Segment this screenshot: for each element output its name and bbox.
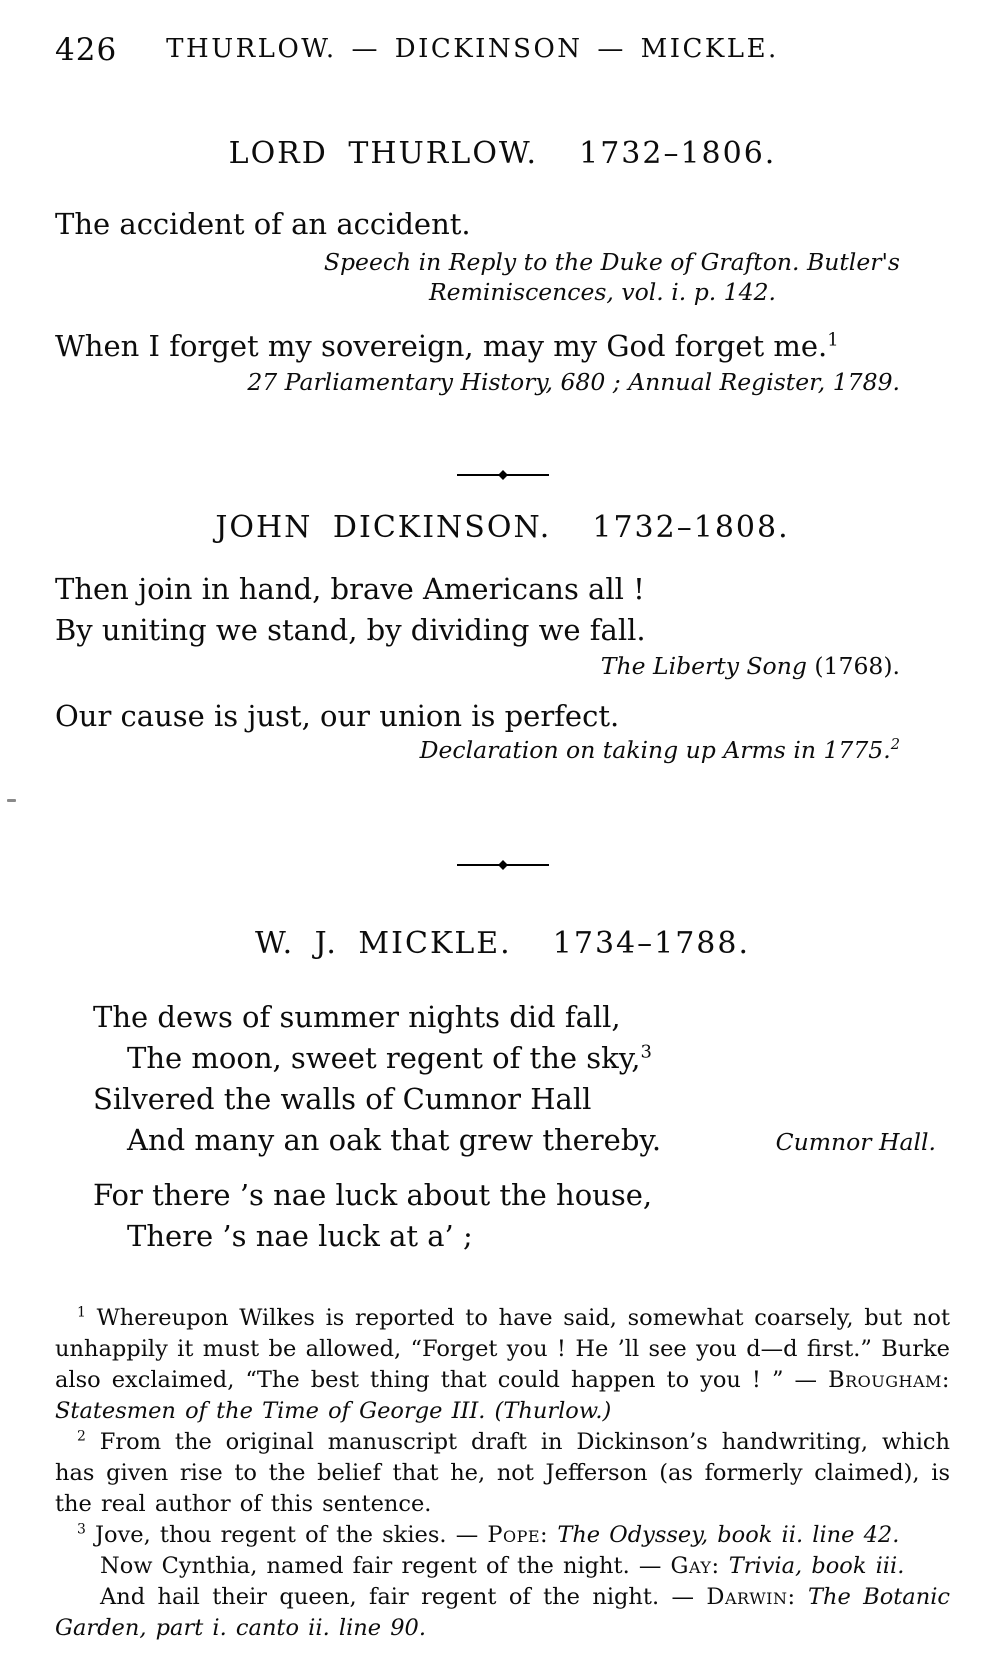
footnote-3-line-2 [55,1551,950,1582]
divider-diamond-icon [498,470,508,480]
thurlow-citation-2: 27 Parliamentary History, 680 ; Annual Register, 1789. [247,368,900,396]
citation-text: Declaration on taking up Arms in 1775. [419,736,891,764]
verse-line: For there ’s nae luck about the house, [93,1178,653,1212]
footnote-ref-2: 2 [890,736,900,754]
verse-line: Silvered the walls of Cumnor Hall [93,1082,592,1116]
citation-line: Speech in Reply to the Duke of Grafton. Butler's [323,248,900,276]
footnote-work: The Odyssey, book ii. line 42. [557,1522,900,1548]
verse-text: The moon, sweet regent of the sky, [127,1041,641,1075]
footnote-work: The Botanic Garden, part i. canto ii. line 90. [55,1584,950,1641]
footnote-author: Gay: [670,1553,720,1579]
footnote-3 [55,1520,950,1644]
verse-text: And many an oak that grew thereby. [127,1123,662,1157]
footnote-ref-3: 3 [640,1041,652,1063]
footnote-author: Pope: [487,1522,549,1548]
section-heading-mickle: W. J. MICKLE. 1734–1788. [254,926,751,961]
verse-line-with-citation [93,1120,950,1161]
footnote-text: Whereupon Wilkes is reported to have said, somewhat coarsely, but not unhappily it must be allowed, “Forget you ! He ’ll see you d—d first.” Burke also exclaimed, “The best thing that could happen to you ! ” — [55,1305,950,1393]
footnote-author: Darwin: [706,1584,796,1610]
footnote-author: Brougham: [828,1367,950,1393]
verse-line: There ’s nae luck at a’ ; [127,1219,473,1253]
footnotes-block [55,1303,950,1644]
running-head [55,30,950,72]
citation-title: The Liberty Song [600,652,807,680]
footnote-text: And hail their queen, fair regent of the night. — [100,1584,707,1610]
footnote-work: Statesmen of the Time of George III. (Thurlow.) [55,1398,612,1424]
section-heading-thurlow: LORD THURLOW. 1732–1806. [228,136,777,171]
footnote-number: 2 [77,1428,86,1445]
dickinson-citation-1 [55,651,950,681]
footnote-number: 1 [77,1304,86,1321]
footnote-3-line-3 [55,1582,950,1644]
section-heading-dickinson: JOHN DICKINSON. 1732–1808. [215,510,790,545]
scan-artifact-mark [7,799,16,802]
running-title: THURLOW. — DICKINSON — MICKLE. [166,34,779,64]
verse-line: Then join in hand, brave Americans all ! [55,572,645,606]
footnote-3-line-1 [55,1520,950,1551]
footnote-1 [55,1303,950,1427]
footnote-ref-1: 1 [827,329,839,351]
mickle-verse-1 [55,997,950,1161]
footnote-text: Now Cynthia, named fair regent of the night. — [100,1553,671,1579]
thurlow-citation-1 [55,247,950,307]
thurlow-quote-2 [55,327,950,365]
page-number: 426 [55,32,118,68]
quote-text: When I forget my sovereign, may my God forget me. [55,329,828,363]
footnote-number: 3 [77,1521,86,1538]
section-divider [457,861,549,870]
divider-diamond-icon [498,860,508,870]
dickinson-citation-2 [55,735,950,765]
verse-line: By uniting we stand, by dividing we fall. [55,613,646,647]
footnote-work: Trivia, book iii. [728,1553,905,1579]
section-divider [457,471,549,480]
mickle-verse-2 [55,1175,950,1257]
footnote-2 [55,1427,950,1520]
mickle-citation: Cumnor Hall. [775,1128,936,1156]
footnote-text: Jove, thou regent of the skies. — [95,1522,488,1548]
citation-year: (1768). [814,652,900,680]
footnote-text: From the original manuscript draft in Dickinson’s handwriting, which has given rise to the belief that he, not Jefferson (as formerly claimed), is the real author of this sentence. [55,1429,950,1517]
dickinson-quote-2: Our cause is just, our union is perfect. [55,699,620,733]
dickinson-verse [55,569,950,651]
verse-line: The dews of summer nights did fall, [93,1000,621,1034]
thurlow-quote-1: The accident of an accident. [55,207,471,241]
citation-line: Reminiscences, vol. i. p. 142. [428,278,777,306]
verse-line [93,1038,950,1079]
